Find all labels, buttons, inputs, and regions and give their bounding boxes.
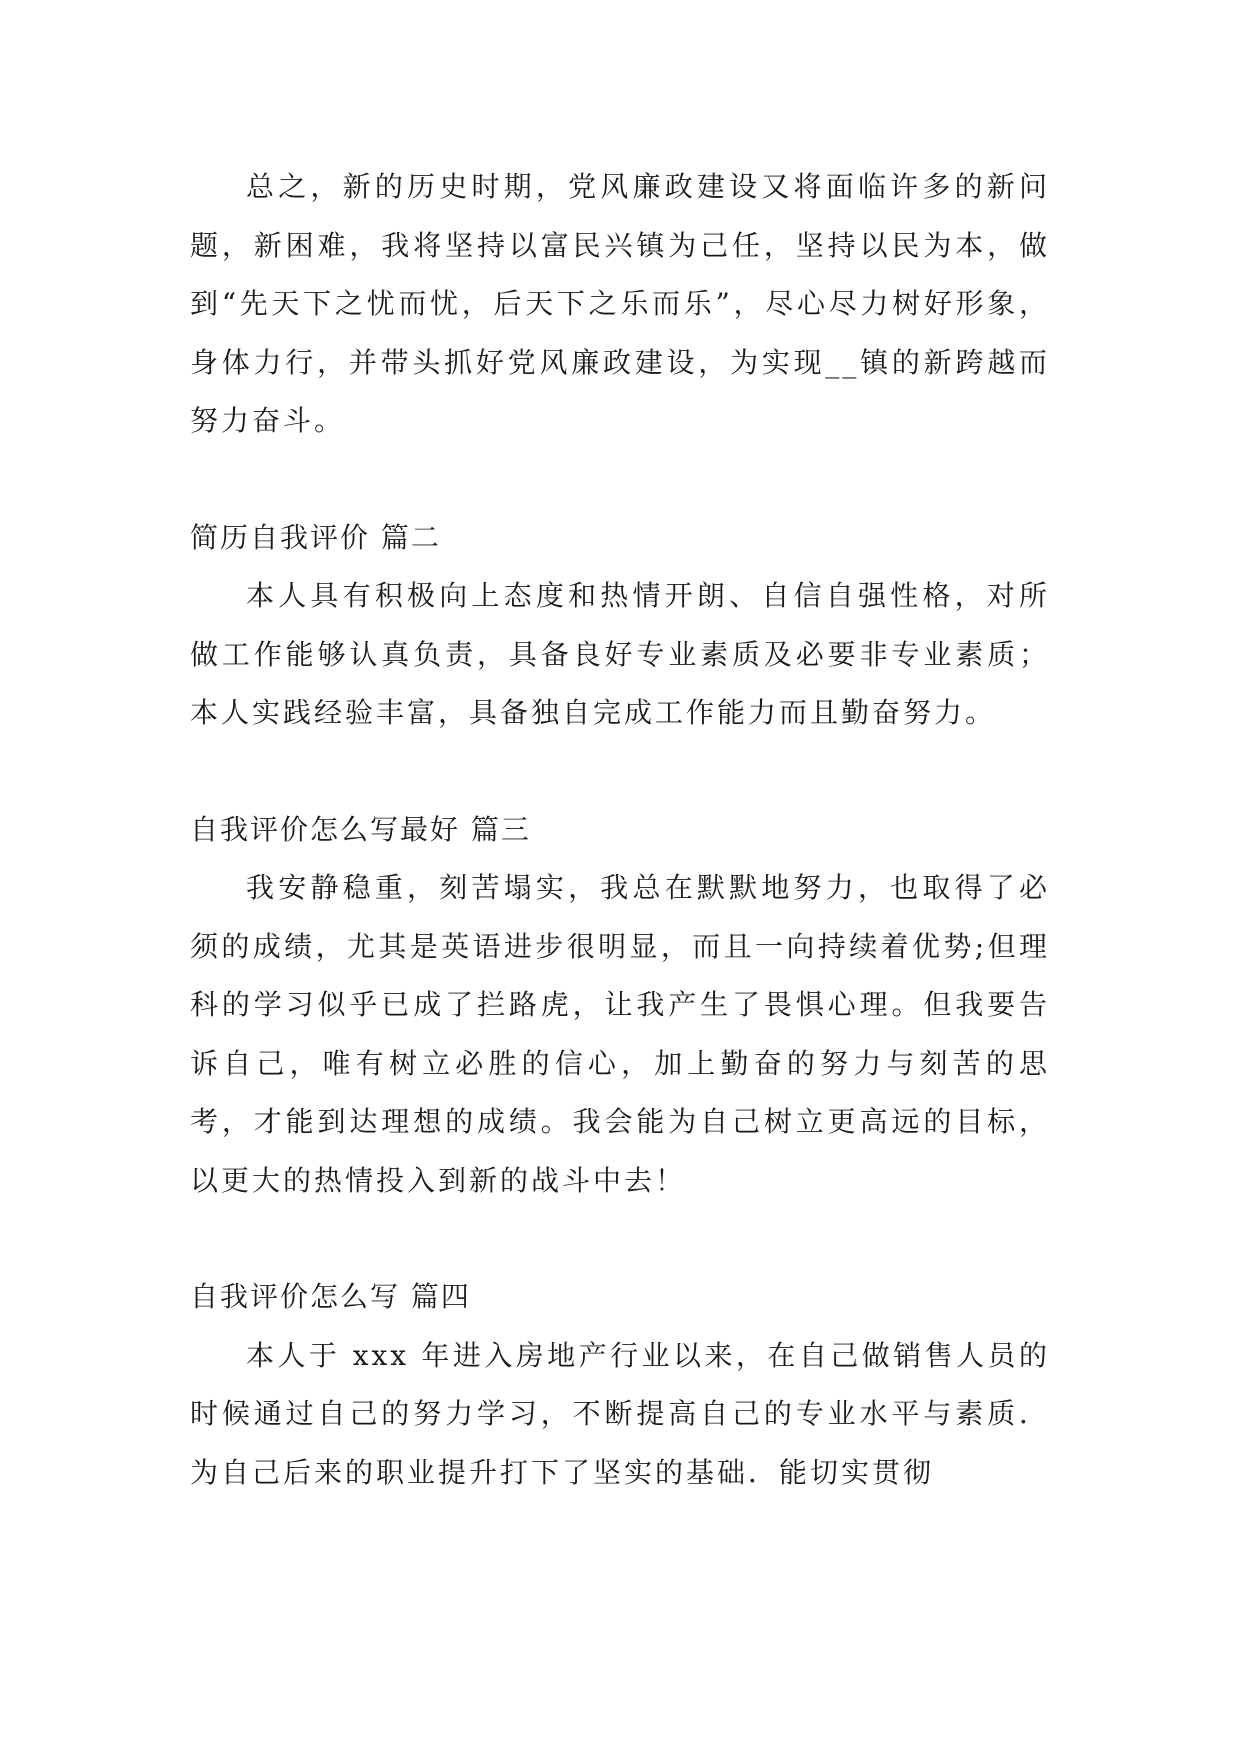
section-heading-3: 自我评价怎么写最好 篇三 [190, 812, 531, 846]
section-heading-4: 自我评价怎么写 篇四 [190, 1280, 471, 1313]
document-body [190, 158, 1050, 1502]
paragraph-conclusion: 总之，新的历史时期，党风廉政建设又将面临许多的新问题，新困难，我将坚持以富民兴镇为己任，坚持以民为本，做到“先天下之忧而忧，后天下之乐而乐”，尽心尽力树好形象，身体力行，并带头抓好党风廉政建设，为实现__镇的新跨越而努力奋斗。 [190, 170, 1050, 437]
paragraph-section-4: 本人于 xxx 年进入房地产行业以来，在自己做销售人员的时候通过自己的努力学习，不断提高自己的专业水平与素质．为自己后来的职业提升打下了坚实的基础．能切实贯彻 [190, 1338, 1050, 1489]
paragraph-section-2: 本人具有积极向上态度和热情开朗、自信自强性格，对所做工作能够认真负责，具备良好专业素质及必要非专业素质；本人实践经验丰富，具备独自完成工作能力而且勤奋努力。 [190, 579, 1050, 729]
section-heading-2: 简历自我评价 篇二 [190, 520, 441, 554]
paragraph-section-3: 我安静稳重，刻苦塌实，我总在默默地努力，也取得了必须的成绩，尤其是英语进步很明显，而且一向持续着优势;但理科的学习似乎已成了拦路虎，让我产生了畏惧心理。但我要告诉自己，唯有树立必胜的信心，加上勤奋的努力与刻苦的思考，才能到达理想的成绩。我会能为自己树立更高远的目标，以更大的热情投入到新的战斗中去！ [190, 871, 1050, 1197]
